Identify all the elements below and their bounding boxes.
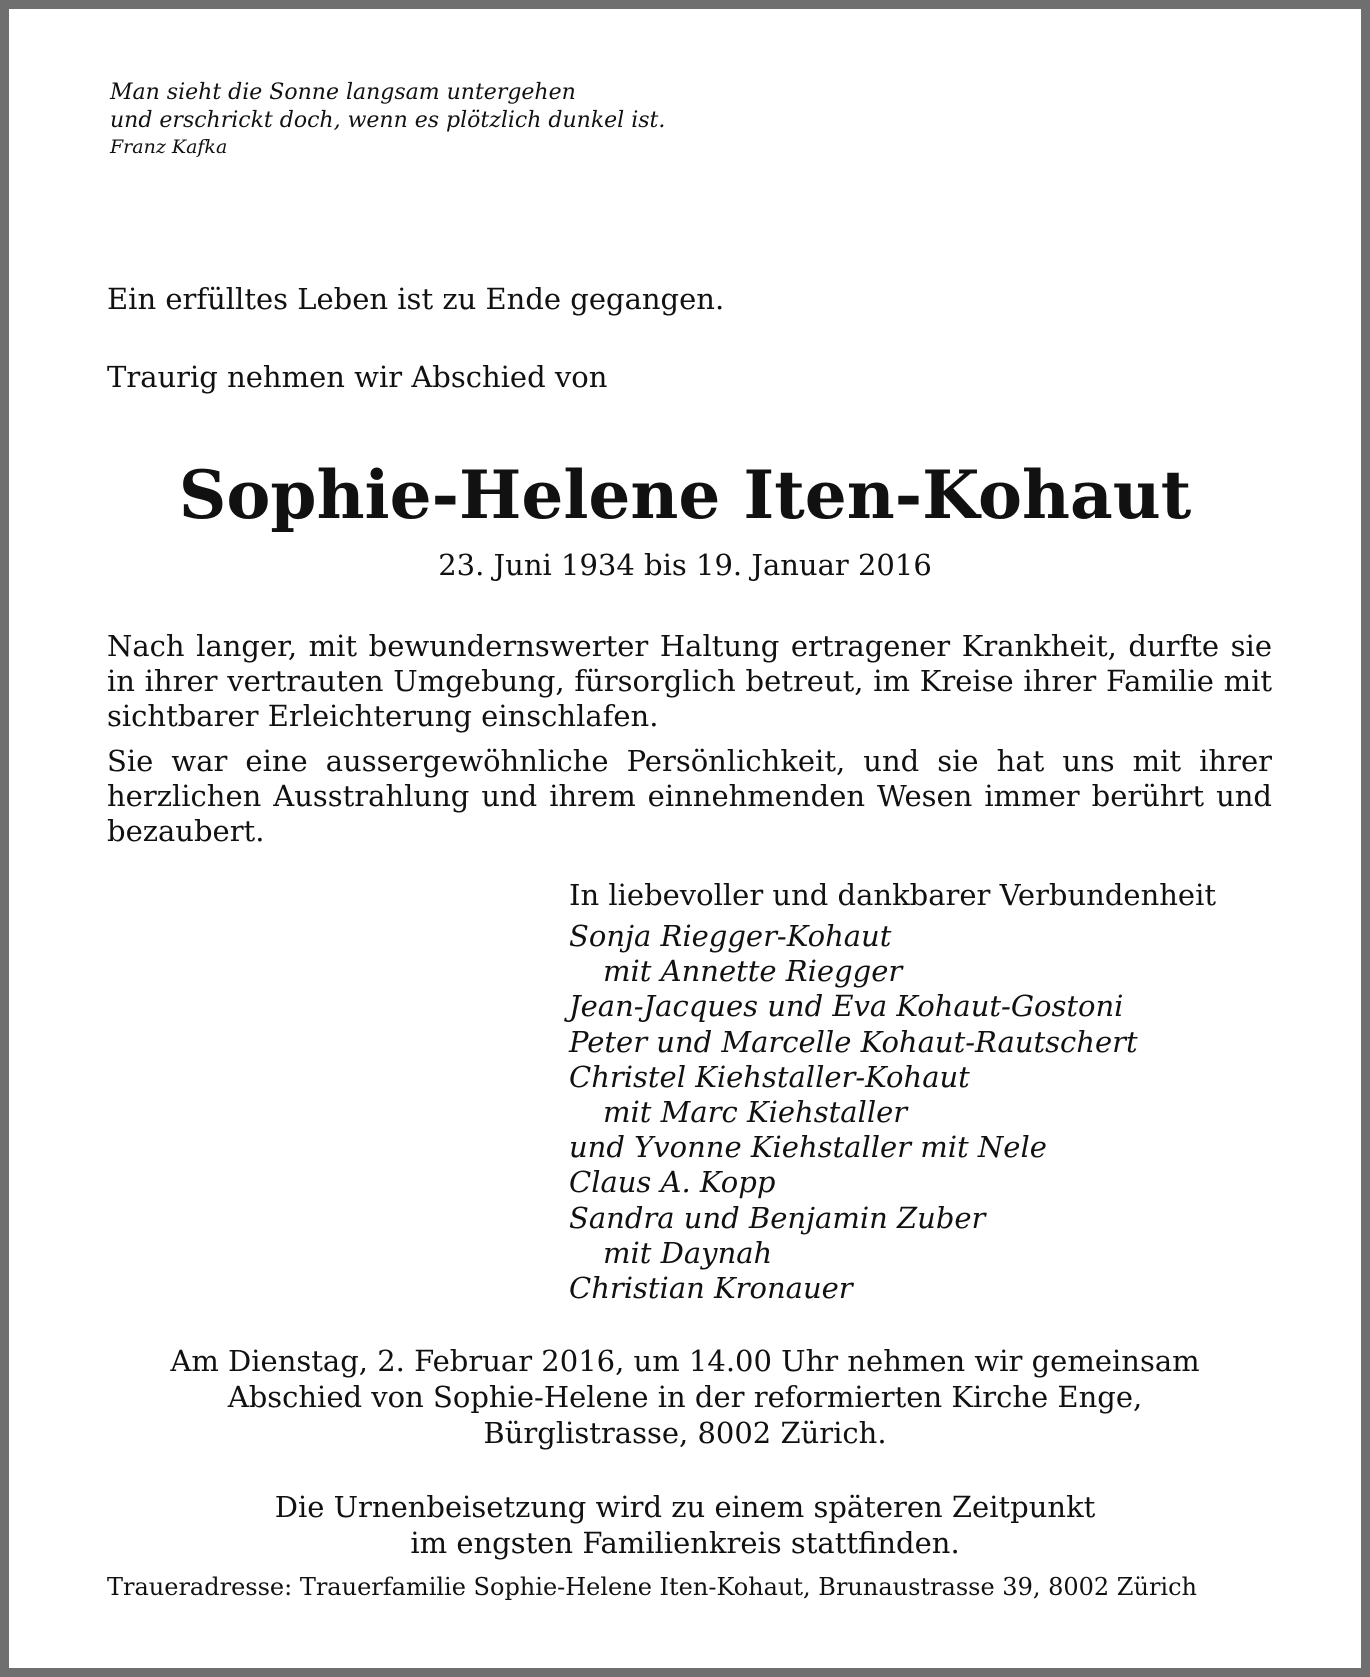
epigraph-author: Franz Kafka [110,136,228,158]
burial-announcement [9,1489,1361,1561]
family-member: Christian Kronauer [569,1271,853,1306]
burial-line-2: im engsten Familienkreis stattfinden. [410,1526,960,1560]
family-member: mit Daynah [603,1235,773,1270]
service-line-1: Am Dienstag, 2. Februar 2016, um 14.00 Uhr nehmen wir gemeinsam [170,1344,1200,1378]
family-member: Christel Kiehstaller-Kohaut [569,1059,970,1094]
deceased-name: Sophie-Helene Iten-Kohaut [178,456,1192,534]
family-member: Peter und Marcelle Kohaut-Rautschert [569,1024,1138,1059]
intro-line-2: Traurig nehmen wir Abschied von [107,360,608,394]
family-list [569,919,1138,1306]
service-line-3: Bürglistrasse, 8002 Zürich. [483,1416,887,1450]
family-member: Jean-Jacques und Eva Kohaut-Gostoni [569,989,1124,1024]
family-member: Sonja Riegger-Kohaut [569,919,892,953]
life-dates: 23. Juni 1934 bis 19. Januar 2016 [438,548,932,582]
service-line-2: Abschied von Sophie-Helene in der reformierten Kirche Enge, [227,1380,1143,1414]
epigraph-line-1: Man sieht die Sonne langsam untergehen [110,80,576,105]
service-announcement [9,1343,1361,1451]
family-member: und Yvonne Kiehstaller mit Nele [569,1130,1047,1165]
family-member: Sandra und Benjamin Zuber [569,1200,986,1235]
family-member: mit Marc Kiehstaller [603,1095,908,1130]
family-member: Claus A. Kopp [569,1165,776,1200]
obituary-page [9,9,1361,1668]
signoff-line: In liebevoller und dankbarer Verbundenheit [569,878,1217,912]
epigraph-quote [110,79,665,159]
mourning-address: Traueradresse: Trauerfamilie Sophie-Helene Iten-Kohaut, Brunaustrasse 39, 8002 Zürich [107,1573,1197,1601]
body-paragraph-2: Sie war eine aussergewöhnliche Persönlichkeit, und sie hat uns mit ihrer herzlichen Ausstrahlung und ihrem einnehmenden Wesen immer berührt und bezaubert. [107,744,1272,848]
burial-line-1: Die Urnenbeisetzung wird zu einem späteren Zeitpunkt [274,1490,1096,1524]
body-paragraph-1: Nach langer, mit bewundernswerter Haltung ertragener Krankheit, durfte sie in ihrer vertrauten Umgebung, fürsorglich betreut, im Kreise ihrer Familie mit sichtbarer Erleichterung einschlafen. [107,629,1272,733]
family-member: mit Annette Riegger [603,954,903,989]
intro-line-1: Ein erfülltes Leben ist zu Ende gegangen. [107,282,725,316]
epigraph-line-2: und erschrickt doch, wenn es plötzlich dunkel ist. [110,108,666,133]
